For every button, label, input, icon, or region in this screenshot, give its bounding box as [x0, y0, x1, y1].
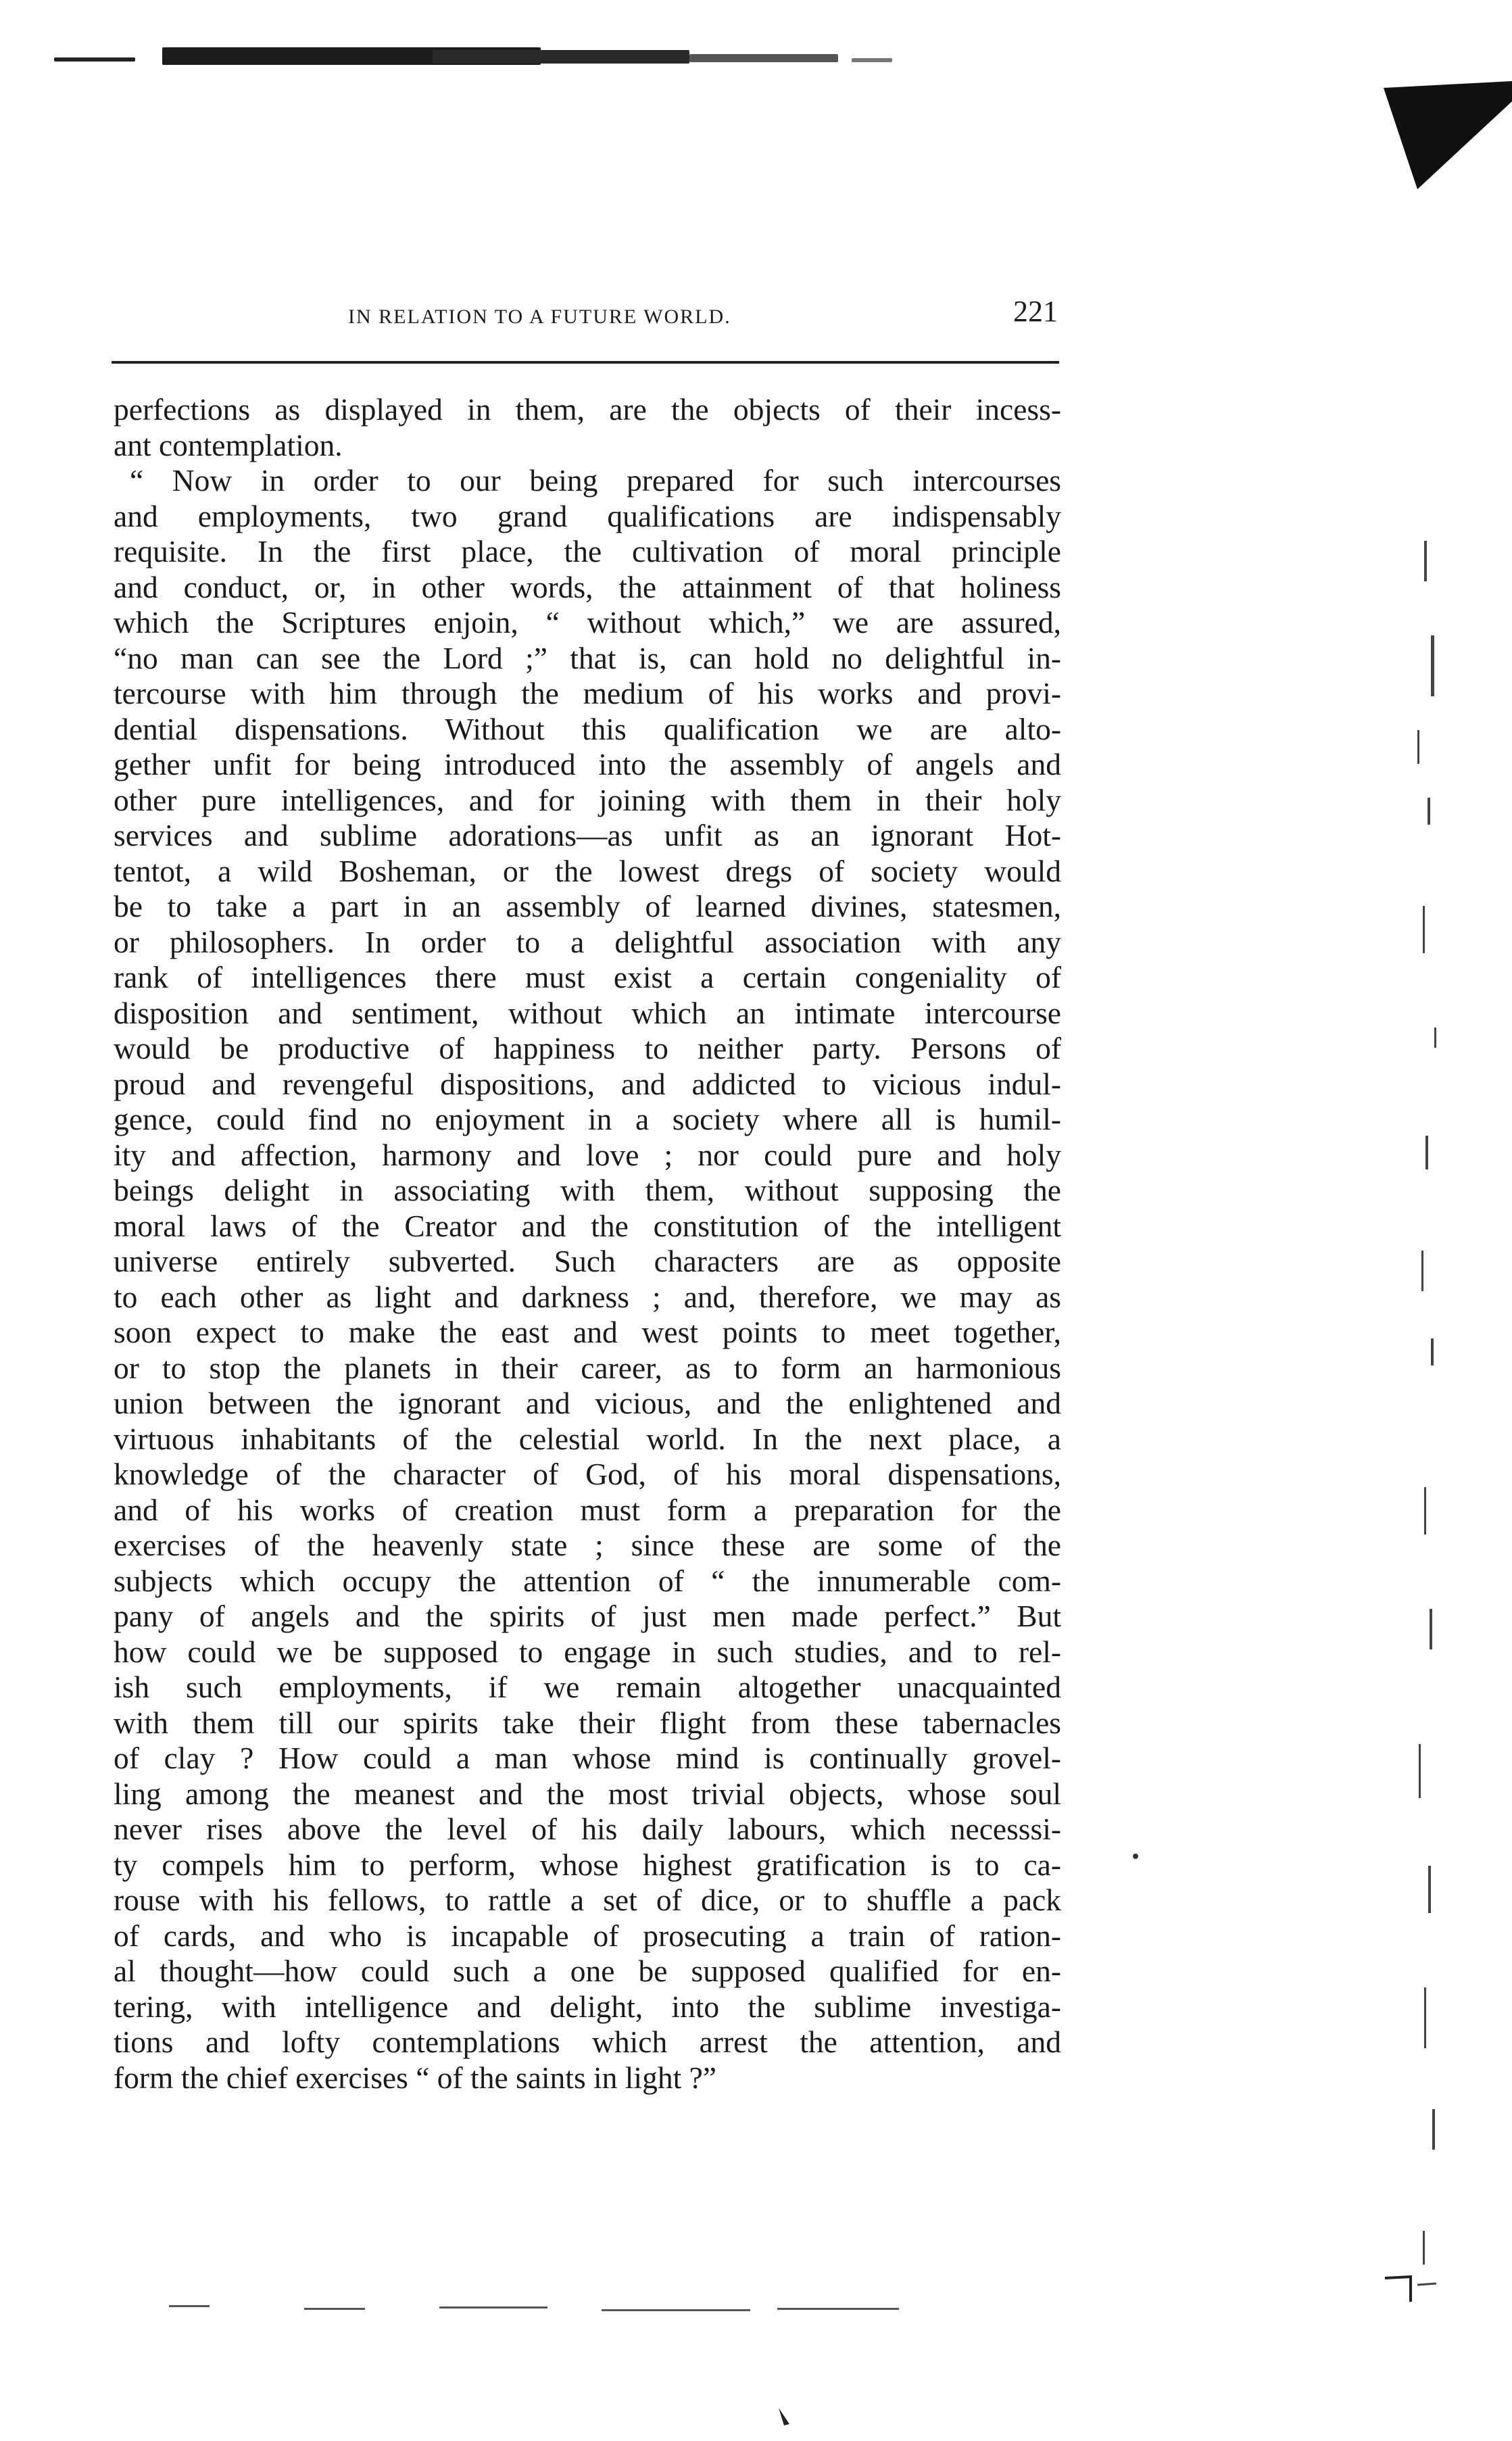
- text-line: tentot, a wild Bosheman, or the lowest dregs of society would: [114, 853, 1061, 888]
- body-text: [114, 392, 1061, 2096]
- text-line: gether unfit for being introduced into the assembly of angels and: [114, 747, 1061, 781]
- text-line: moral laws of the Creator and the constitution of the intelligent: [114, 1208, 1061, 1243]
- text-line: form the chief exercises “ of the saints in light ?”: [114, 2060, 716, 2095]
- text-line: or to stop the planets in their career, as to form an harmonious: [114, 1350, 1061, 1385]
- text-line: requisite. In the first place, the cultivation of moral principle: [114, 534, 1061, 569]
- text-line: rank of intelligences there must exist a certain congeniality of: [114, 960, 1061, 994]
- text-line: ty compels him to perform, whose highest gratification is to ca-: [114, 1847, 1061, 1882]
- text-line: or philosophers. In order to a delightful association with any: [114, 924, 1061, 959]
- text-line: exercises of the heavenly state ; since these are some of the: [114, 1528, 1061, 1562]
- margin-scan-noise: [1404, 352, 1471, 2312]
- text-line: virtuous inhabitants of the celestial world. In the next place, a: [114, 1421, 1061, 1456]
- text-line: would be productive of happiness to neither party. Persons of: [114, 1031, 1061, 1065]
- text-line: be to take a part in an assembly of learned divines, statesmen,: [114, 889, 1061, 923]
- text-line: rouse with his fellows, to rattle a set of dice, or to shuffle a pack: [114, 1883, 1061, 1917]
- text-line: proud and revengeful dispositions, and addicted to vicious indul-: [114, 1066, 1061, 1101]
- text-line: and employments, two grand qualifications are indispensably: [114, 498, 1061, 533]
- text-line: how could we be supposed to engage in such studies, and to rel-: [114, 1634, 1061, 1669]
- corner-fold-mark: [1377, 74, 1512, 196]
- text-line: dential dispensations. Without this qualification we are alto-: [114, 711, 1061, 746]
- text-line: of cards, and who is incapable of prosecuting a train of ration-: [114, 1918, 1061, 1953]
- text-line: never rises above the level of his daily labours, which necesssi-: [114, 1812, 1061, 1846]
- text-line: “no man can see the Lord ;” that is, can hold no delightful in-: [114, 640, 1061, 675]
- text-line: pany of angels and the spirits of just men made perfect.” But: [114, 1599, 1061, 1633]
- scan-artifact-top: [54, 20, 899, 81]
- bottom-tick-mark: [777, 2407, 791, 2427]
- text-line: disposition and sentiment, without which an intimate intercourse: [114, 995, 1061, 1030]
- text-line: subjects which occupy the attention of “ the innumerable com-: [114, 1563, 1061, 1598]
- text-line: gence, could find no enjoyment in a society where all is humil-: [114, 1102, 1061, 1136]
- text-line: tercourse with him through the medium of his works and provi-: [114, 676, 1061, 710]
- bottom-corner-mark: [1384, 2271, 1438, 2305]
- text-line: of clay ? How could a man whose mind is continually grovel-: [114, 1741, 1061, 1775]
- text-line: ity and affection, harmony and love ; nor could pure and holy: [114, 1137, 1061, 1172]
- text-line: beings delight in associating with them, without supposing the: [114, 1173, 1061, 1207]
- page-number: 221: [1013, 295, 1058, 328]
- page-header: [112, 291, 1058, 338]
- text-line: and of his works of creation must form a preparation for the: [114, 1492, 1061, 1527]
- text-line: union between the ignorant and vicious, and the enlightened and: [114, 1386, 1061, 1420]
- scan-artifact-bottom: [169, 2292, 1048, 2332]
- text-line: tions and lofty contemplations which arrest the attention, and: [114, 2025, 1061, 2059]
- text-line: ish such employments, if we remain altogether unacquainted: [114, 1670, 1061, 1704]
- text-line: with them till our spirits take their flight from these tabernacles: [114, 1705, 1061, 1740]
- text-line: knowledge of the character of God, of his moral dispensations,: [114, 1457, 1061, 1491]
- text-line: universe entirely subverted. Such characters are as opposite: [114, 1244, 1061, 1278]
- text-line: soon expect to make the east and west points to meet together,: [114, 1315, 1061, 1349]
- text-line: ant contemplation.: [114, 427, 343, 462]
- text-line: services and sublime adorations—as unfit as an ignorant Hot-: [114, 818, 1061, 852]
- text-line: to each other as light and darkness ; and, therefore, we may as: [114, 1279, 1061, 1314]
- text-line: tering, with intelligence and delight, into the sublime investiga-: [114, 1989, 1061, 2024]
- header-rule: [112, 361, 1059, 364]
- text-line: other pure intelligences, and for joining with them in their holy: [114, 782, 1061, 817]
- running-head: IN RELATION TO A FUTURE WORLD.: [348, 306, 731, 328]
- text-line: which the Scriptures enjoin, “ without which,” we are assured,: [114, 605, 1061, 639]
- text-line: al thought—how could such a one be supposed qualified for en-: [114, 1954, 1061, 1988]
- text-line: and conduct, or, in other words, the attainment of that holiness: [114, 569, 1061, 604]
- text-line: ling among the meanest and the most trivial objects, whose soul: [114, 1776, 1061, 1811]
- text-line: “ Now in order to our being prepared for such intercourses: [130, 463, 1061, 498]
- text-line: perfections as displayed in them, are the objects of their incess-: [114, 392, 1061, 427]
- ink-speck: [1133, 1854, 1138, 1859]
